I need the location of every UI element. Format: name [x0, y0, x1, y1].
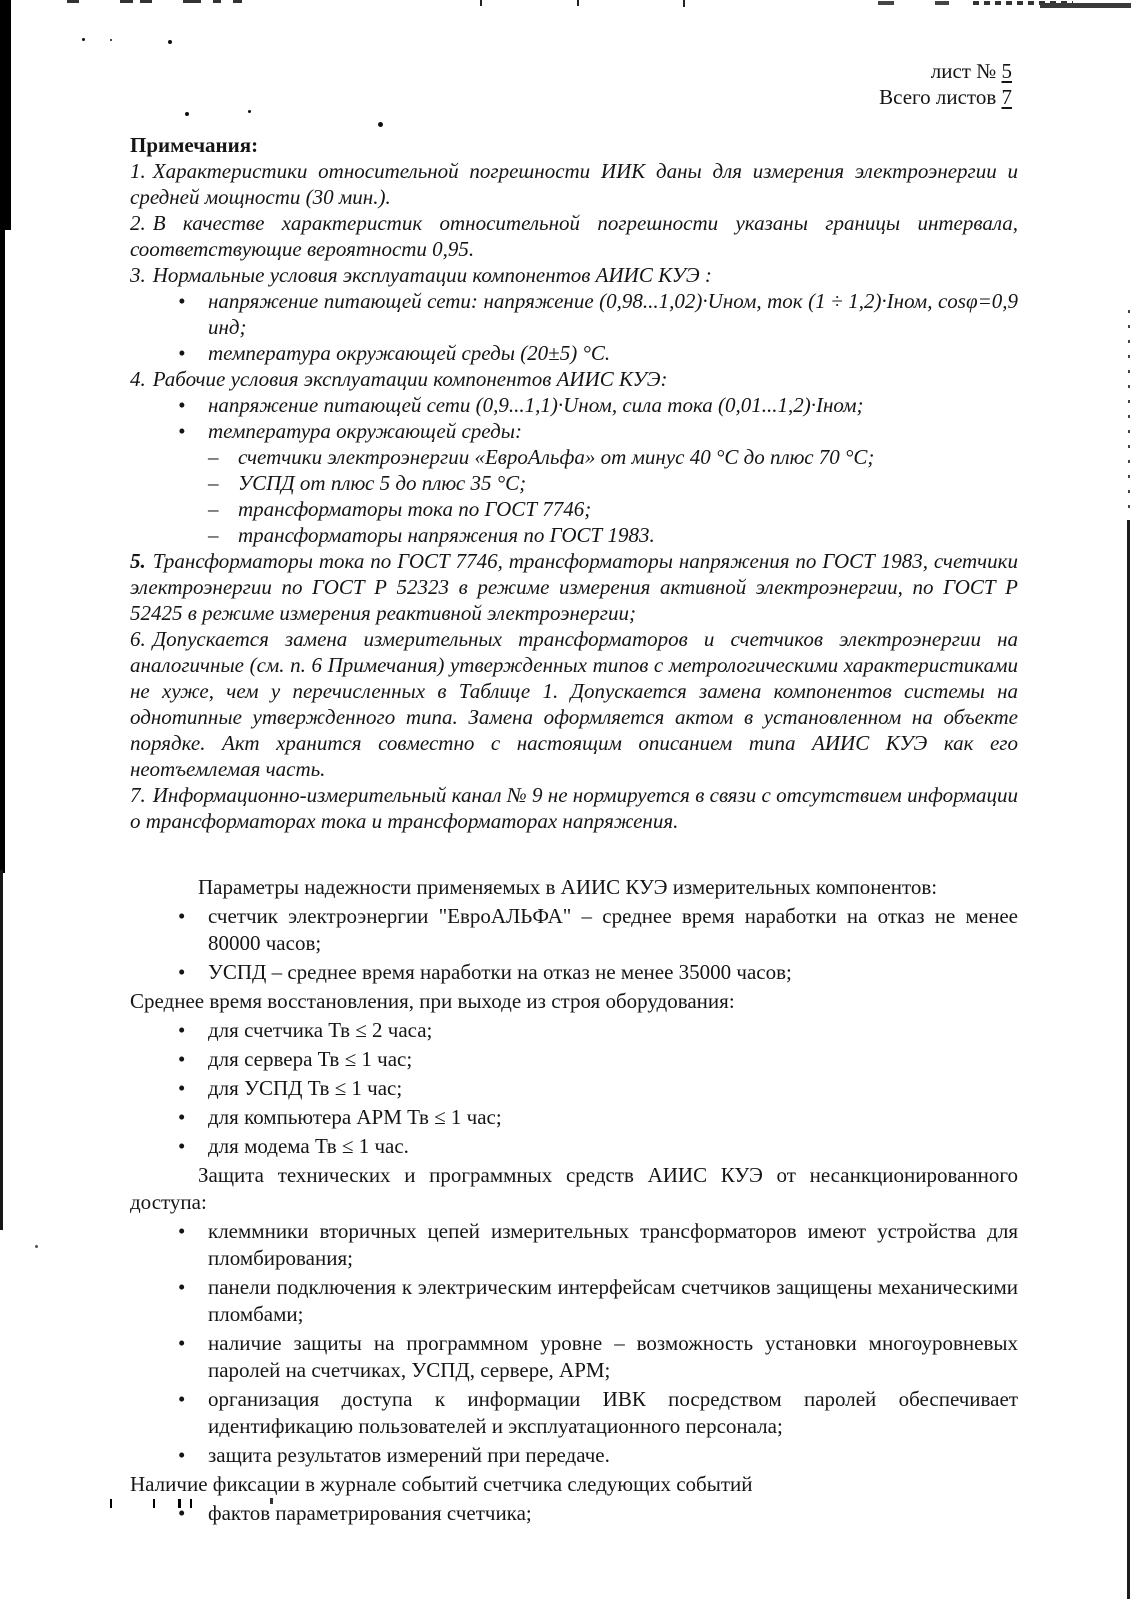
list-item-text: клеммники вторичных цепей измерительных трансформаторов имеют устройства для пломбирования; — [208, 1219, 1018, 1270]
scan-artifact-top-dash — [120, 0, 133, 3]
bullet-icon: • — [178, 1105, 186, 1129]
scan-artifact-top-tick — [577, 0, 579, 6]
list-item-text: фактов параметрирования счетчика; — [208, 1501, 532, 1525]
dash-icon: – — [208, 471, 219, 495]
note-item-text: Информационно-измерительный канал № 9 не нормируется в связи с отсутствием информации о трансформаторах тока и трансформаторах напряжения. — [130, 783, 1018, 833]
protection-section — [130, 1162, 1018, 1527]
scan-artifact-speck — [35, 1245, 38, 1248]
note-item-number: 5. — [130, 549, 146, 573]
bullet-icon: • — [178, 289, 186, 313]
note-item-text: Допускается замена измерительных трансформаторов и счетчиков электроэнергии на аналогичные (см. п. 6 Примечания) утвержденных типов с метрологическими характеристиками не хуже, чем у перечисленных в Таблице 1. Допускается замена компонентов системы на однотипные утвержденного типа. Замена оформляется актом в установленном на объекте порядке. Акт хранится совместно с настоящим описанием типа АИИС КУЭ как его неотъемлемая часть. — [130, 627, 1018, 781]
list-item — [130, 444, 1018, 470]
scan-artifact-top-tick — [480, 0, 482, 6]
dash-icon: – — [208, 523, 219, 547]
list-item — [130, 1386, 1018, 1440]
note-item-3 — [130, 262, 1018, 288]
list-item — [130, 418, 1018, 444]
scan-artifact-top-dash — [140, 0, 152, 3]
journal-intro: Наличие фиксации в журнале событий счетчика следующих событий — [130, 1472, 753, 1496]
note-item-text: Нормальные условия эксплуатации компонентов АИИС КУЭ : — [152, 263, 712, 287]
recovery-intro: Среднее время восстановления, при выходе из строя оборудования: — [130, 989, 735, 1013]
reliability-section — [130, 874, 1018, 1160]
list-item-text: для УСПД Тв ≤ 1 час; — [208, 1076, 403, 1100]
list-item — [130, 522, 1018, 548]
note-item-number: 3. — [130, 263, 146, 287]
bullet-icon: • — [178, 1331, 186, 1355]
dash-icon: – — [208, 497, 219, 521]
list-item-text: трансформаторы напряжения по ГОСТ 1983. — [238, 523, 655, 547]
dash-icon: – — [208, 445, 219, 469]
list-item-text: УСПД от плюс 5 до плюс 35 °С; — [238, 471, 527, 495]
note-item-number: 1. — [130, 159, 146, 183]
list-item — [130, 1218, 1018, 1272]
bullet-icon: • — [178, 1387, 186, 1411]
scan-artifact-left-bar — [0, 228, 5, 873]
list-item — [130, 1046, 1018, 1073]
sheet-number: 5 — [1001, 59, 1012, 83]
list-item-text: для счетчика Тв ≤ 2 часа; — [208, 1018, 433, 1042]
scan-artifact-dot — [82, 38, 85, 41]
notes-section — [130, 132, 1018, 834]
bullet-icon: • — [178, 419, 186, 443]
scan-artifact-top-dash — [213, 0, 221, 3]
list-item-text: трансформаторы тока по ГОСТ 7746; — [238, 497, 592, 521]
list-item — [130, 903, 1018, 957]
bullet-icon: • — [178, 1501, 186, 1525]
scan-artifact-top-dash — [233, 0, 242, 3]
note-item-4 — [130, 366, 1018, 392]
list-item-text: защита результатов измерений при передаче. — [208, 1443, 610, 1467]
list-item — [130, 1330, 1018, 1384]
note-item-number: 2. — [130, 211, 146, 235]
note-item-text: Характеристики относительной погрешности ИИК даны для измерения электроэнергии и средней мощности (30 мин.). — [130, 159, 1018, 209]
list-item-text: организация доступа к информации ИВК посредством паролей обеспечивает идентификацию пользователей и эксплуатационного персонала; — [208, 1387, 1018, 1438]
scan-artifact-left-bar — [0, 0, 11, 230]
note-item-6 — [130, 626, 1018, 782]
list-item-text: для компьютера АРМ Тв ≤ 1 час; — [208, 1105, 502, 1129]
bullet-icon: • — [178, 1047, 186, 1071]
list-item — [130, 288, 1018, 340]
list-item — [130, 496, 1018, 522]
list-item — [130, 1274, 1018, 1328]
list-item-text: УСПД – среднее время наработки на отказ не менее 35000 часов; — [208, 960, 792, 984]
notes-heading: Примечания: — [130, 133, 259, 157]
list-item — [130, 1442, 1018, 1469]
note-item-number: 4. — [130, 367, 146, 391]
note-item-number: 7. — [130, 783, 146, 807]
note-item-text: Трансформаторы тока по ГОСТ 7746, трансформаторы напряжения по ГОСТ 1983, счетчики электроэнергии по ГОСТ Р 52323 в режиме измерения активной электроэнергии, по ГОСТ Р 52425 в режиме измерения реактивной электроэнергии; — [130, 549, 1018, 625]
list-item-text: счетчики электроэнергии «ЕвроАльфа» от минус 40 °С до плюс 70 °С; — [238, 445, 875, 469]
list-item-text: наличие защиты на программном уровне – возможность установки многоуровневых паролей на счетчиках, УСПД, сервере, АРМ; — [208, 1331, 1018, 1382]
bullet-icon: • — [178, 1134, 186, 1158]
bullet-icon: • — [178, 341, 186, 365]
note-item-text: В качестве характеристик относительной погрешности указаны границы интервала, соответствующие вероятности 0,95. — [130, 211, 1018, 261]
bullet-icon: • — [178, 393, 186, 417]
bullet-icon: • — [178, 960, 186, 984]
note-item-1 — [130, 158, 1018, 210]
bullet-icon: • — [178, 1443, 186, 1467]
protection-intro: Защита технических и программных средств АИИС КУЭ от несанкционированного доступа: — [130, 1163, 1018, 1214]
scan-artifact-top-dash — [67, 0, 79, 3]
bullet-icon: • — [178, 1219, 186, 1243]
scan-artifact-right-line — [1127, 520, 1130, 1599]
list-item-text: температура окружающей среды (20±5) °С. — [208, 341, 611, 365]
list-item-text: напряжение питающей сети (0,9...1,1)·Uном, сила тока (0,01...1,2)·Iном; — [208, 393, 864, 417]
list-item — [130, 470, 1018, 496]
document-content — [130, 58, 1018, 1529]
note-item-5 — [130, 548, 1018, 626]
list-item-text: для сервера Тв ≤ 1 час; — [208, 1047, 413, 1071]
list-item — [130, 1133, 1018, 1160]
bullet-icon: • — [178, 1275, 186, 1299]
scan-artifact-right-specks — [1128, 310, 1130, 520]
scan-artifact-bottom-tick — [110, 1499, 112, 1508]
list-item — [130, 340, 1018, 366]
list-item-text: панели подключения к электрическим интерфейсам счетчиков защищены механическими пломбами; — [208, 1275, 1018, 1326]
scan-artifact-dot — [168, 40, 172, 44]
scan-artifact-top-dash — [935, 1, 949, 5]
sheet-number-line — [130, 58, 1012, 84]
list-item-text: напряжение питающей сети: напряжение (0,98...1,02)·Uном, ток (1 ÷ 1,2)·Iном, cosφ=0,9 инд; — [208, 289, 1018, 339]
note-item-7 — [130, 782, 1018, 834]
scan-artifact-top-dash — [183, 0, 201, 3]
list-item — [130, 959, 1018, 986]
bullet-icon: • — [178, 1076, 186, 1100]
list-item — [130, 392, 1018, 418]
sheet-header — [130, 58, 1018, 110]
list-item-text: температура окружающей среды: — [208, 419, 522, 443]
scan-artifact-top-dash — [878, 1, 894, 5]
list-item — [130, 1104, 1018, 1131]
list-item — [130, 1075, 1018, 1102]
scan-artifact-top-tick — [683, 0, 685, 7]
scan-artifact-top-dash — [1040, 3, 1131, 8]
total-sheets-line — [130, 84, 1012, 110]
list-item-text: счетчик электроэнергии "ЕвроАЛЬФА" – среднее время наработки на отказ не менее 80000 часов; — [208, 904, 1018, 955]
list-item — [130, 1500, 1018, 1527]
total-sheets-number: 7 — [1001, 85, 1012, 109]
note-item-text: Рабочие условия эксплуатации компонентов АИИС КУЭ: — [152, 367, 668, 391]
note-item-number: 6. — [130, 627, 146, 651]
bullet-icon: • — [178, 1018, 186, 1042]
bullet-icon: • — [178, 904, 186, 928]
list-item-text: для модема Тв ≤ 1 час. — [208, 1134, 409, 1158]
sheet-label: лист № — [930, 59, 997, 83]
reliability-intro: Параметры надежности применяемых в АИИС КУЭ измерительных компонентов: — [198, 875, 938, 899]
list-item — [130, 1017, 1018, 1044]
note-item-2 — [130, 210, 1018, 262]
scan-artifact-left-bar — [0, 870, 3, 1230]
scan-artifact-dot — [110, 39, 112, 41]
total-sheets-label: Всего листов — [879, 85, 997, 109]
